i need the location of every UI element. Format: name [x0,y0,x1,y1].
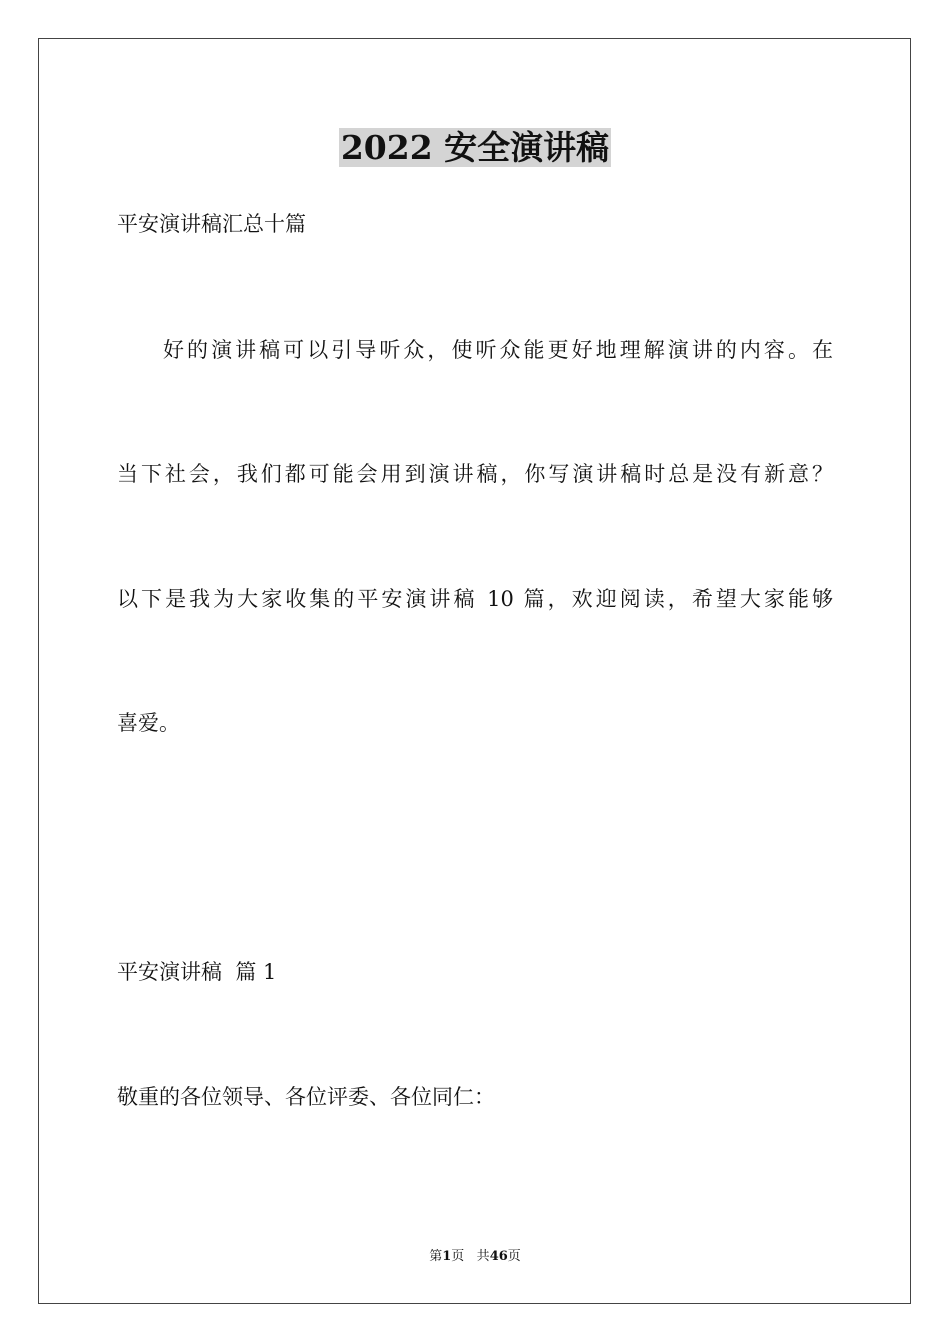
intro-line-2: 当下社会，我们都可能会用到演讲稿，你写演讲稿时总是没有新意？ [117,462,833,486]
footer-total-suffix: 页 [507,1249,521,1264]
footer-total-pages: 46 [489,1249,508,1264]
page-footer [0,1248,950,1266]
section-heading: 平安演讲稿 篇 1 [117,960,277,984]
footer-page-suffix: 页 [451,1249,465,1264]
footer-current-page: 1 [442,1249,452,1264]
footer-prefix: 第 [429,1249,443,1264]
intro-line-4: 喜爱。 [117,711,180,735]
document-title-text: 2022 安全演讲稿 [340,128,610,167]
intro-line-1: 好的演讲稿可以引导听众，使听众能更好地理解演讲的内容。在 [163,338,833,362]
intro-line-3: 以下是我为大家收集的平安演讲稿 10 篇，欢迎阅读，希望大家能够 [117,587,833,611]
footer-total-prefix: 共 [476,1249,490,1264]
document-title [0,127,950,169]
document-subtitle: 平安演讲稿汇总十篇 [117,212,306,236]
salutation: 敬重的各位领导、各位评委、各位同仁： [117,1085,495,1109]
